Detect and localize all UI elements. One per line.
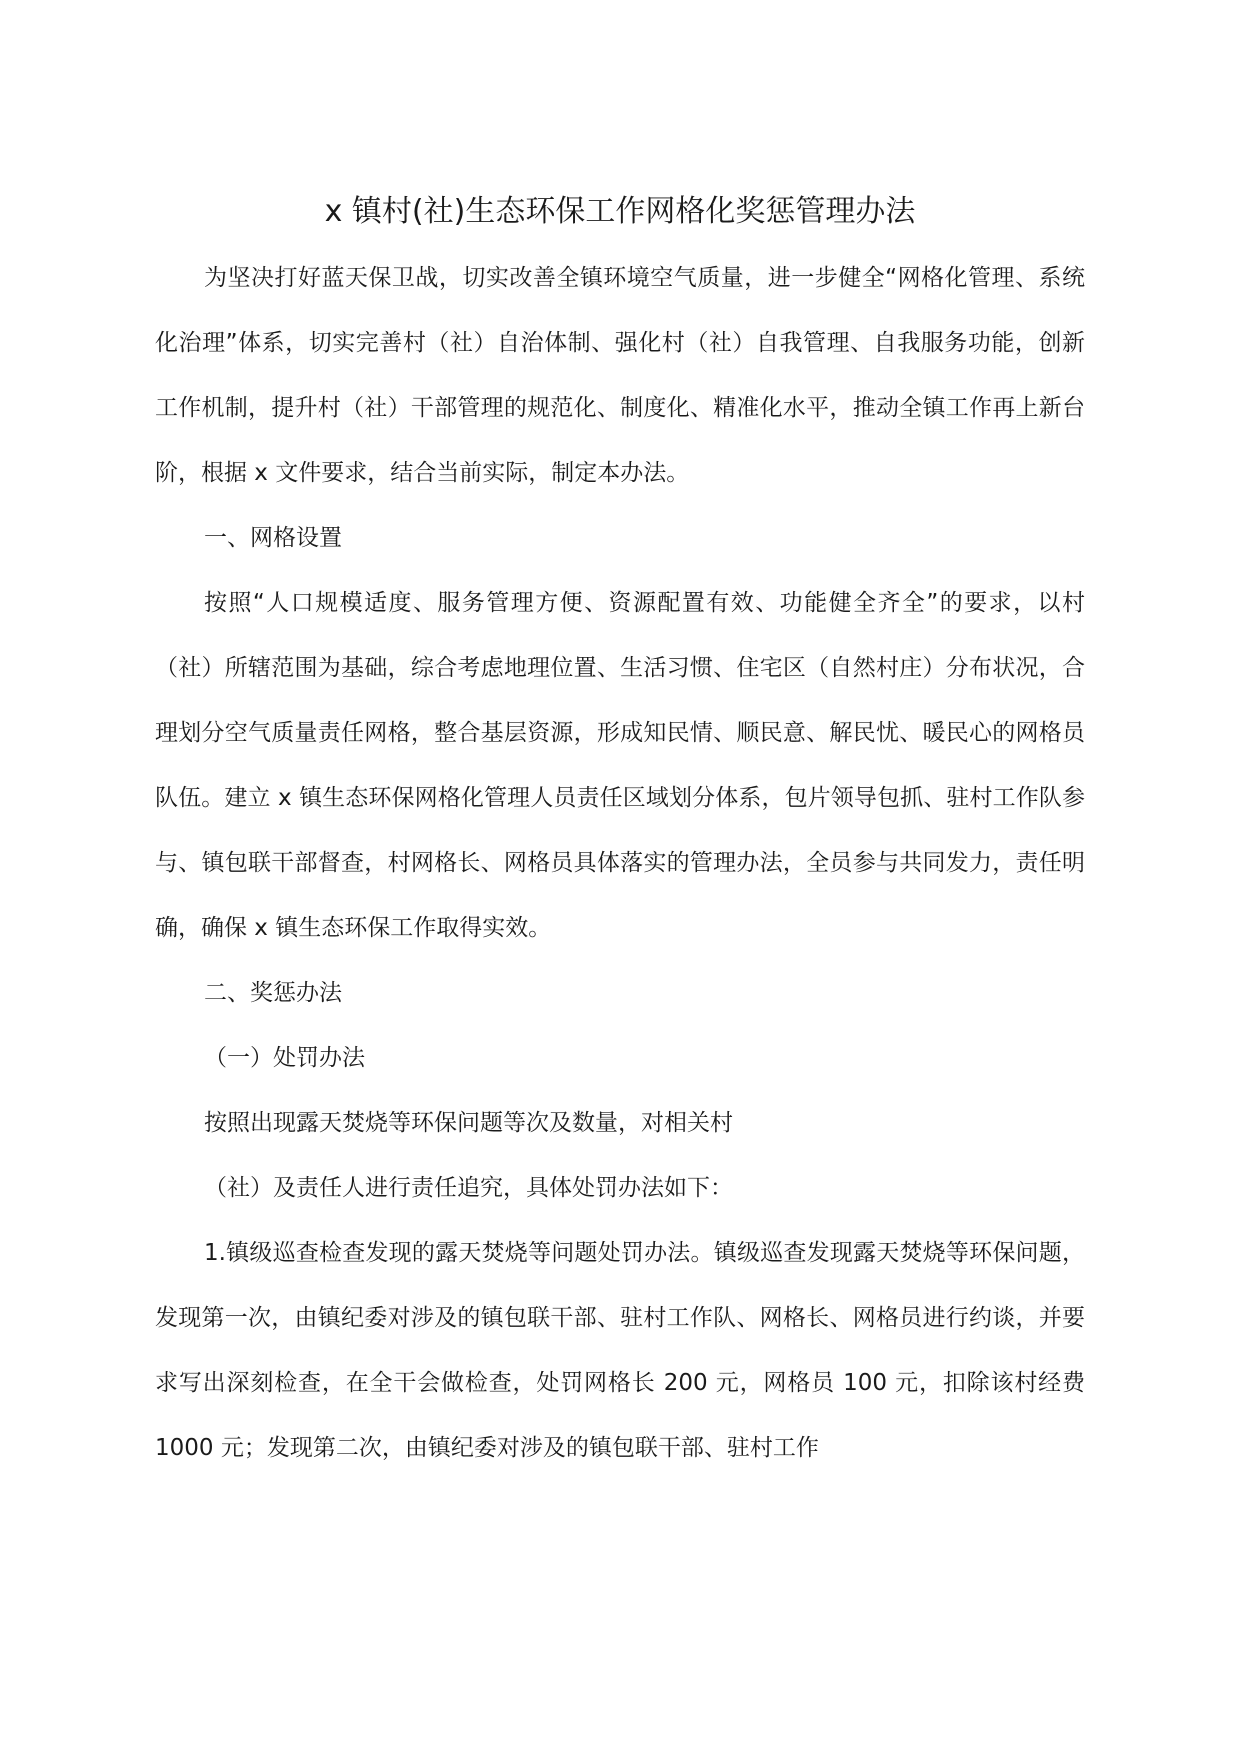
penalty-intro-line-2: （社）及责任人进行责任追究，具体处罚办法如下： <box>204 1175 733 1201</box>
intro-paragraph: 为坚决打好蓝天保卫战，切实改善全镇环境空气质量，进一步健全“网格化管理、系统化治理”体系，切实完善村（社）自治体制、强化村（社）自我管理、自我服务功能，创新工作机制，提升村（社）干部管理的规范化、制度化、精准化水平，推动全镇工作再上新台阶，根据 x 文件要求，结合当前实际，制定本办法。 <box>155 265 1085 486</box>
section-heading-grid-setup: 一、网格设置 <box>204 525 342 551</box>
section-heading-rewards-penalties: 二、奖惩办法 <box>204 980 342 1006</box>
penalty-item-1-paragraph: 1.镇级巡查检查发现的露天焚烧等问题处罚办法。镇级巡查发现露天焚烧等环保问题，发现第一次，由镇纪委对涉及的镇包联干部、驻村工作队、网格长、网格员进行约谈，并要求写出深刻检查，在全干会做检查，处罚网格长 200 元，网格员 100 元，扣除该村经费 1000 元；发现第二次，由镇纪委对涉及的镇包联干部、驻村工作 <box>155 1240 1085 1461</box>
subsection-heading-penalties: （一）处罚办法 <box>204 1045 365 1071</box>
document-title: x 镇村(社)生态环保工作网格化奖惩管理办法 <box>324 194 916 229</box>
penalty-intro-line-1: 按照出现露天焚烧等环保问题等次及数量，对相关村 <box>204 1110 733 1136</box>
grid-setup-paragraph: 按照“人口规模适度、服务管理方便、资源配置有效、功能健全齐全”的要求，以村（社）所辖范围为基础，综合考虑地理位置、生活习惯、住宅区（自然村庄）分布状况，合理划分空气质量责任网格，整合基层资源，形成知民情、顺民意、解民忧、暖民心的网格员队伍。建立 x 镇生态环保网格化管理人员责任区域划分体系，包片领导包抓、驻村工作队参与、镇包联干部督查，村网格长、网格员具体落实的管理办法，全员参与共同发力，责任明确，确保 x 镇生态环保工作取得实效。 <box>155 590 1085 941</box>
